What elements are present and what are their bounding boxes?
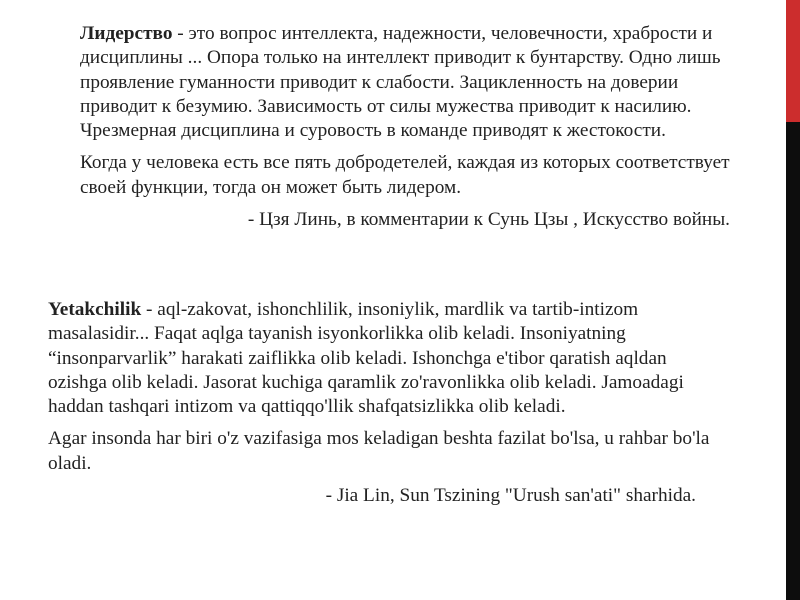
virtues-paragraph-uz: Agar insonda har biri o'z vazifasiga mos keladigan beshta fazilat bo'lsa, u rahbar bo'la oladi. (48, 428, 710, 474)
quote-block-russian (80, 22, 730, 240)
virtues-paragraph-ru: Когда у человека есть все пять добродетелей, каждая из которых соответствует своей функции, тогда он может быть лидером. (80, 152, 730, 198)
definition-paragraph-uz (48, 298, 718, 419)
accent-bar-black (786, 122, 800, 600)
term-uz: Yetakchilik (48, 299, 142, 320)
attribution-ru: - Цзя Линь, в комментарии к Сунь Цзы , Искусство войны. (247, 209, 730, 231)
definition-text-ru: - это вопрос интеллекта, надежности, человечности, храбрости и дисциплины ... Опора только на интеллект приводит к бунтарству. Одно лишь проявление гуманности приводит к слабости. Зацикленность на доверии приводит к безумию. Зависимость от силы мужества приводит к насилию. Чрезмерная дисциплина и суровость в команде приводят к жестокости. (80, 23, 721, 142)
accent-bar-red (786, 0, 800, 122)
quote-block-uzbek (48, 298, 718, 516)
attribution-uz: - Jia Lin, Sun Tszining "Urush san'ati" sharhida. (325, 485, 696, 507)
definition-text-uz: - aql-zakovat, ishonchlilik, insoniylik, mardlik va tartib-intizom masalasidir... Faqat aqlga tayanish isyonkorlikka olib keladi. Insoniyatning “insonparvarlik” harakati zaiflikka olib keladi. Ishonchga e'tibor qaratish aqldan ozishga olib keladi. Jasorat kuchiga qaramlik zo'ravonlikka olib keladi. Jamoadagi haddan tashqari intizom va qattiqqo'llik shafqatsizlikka olib keladi. (48, 299, 684, 418)
term-ru: Лидерство (80, 23, 173, 44)
definition-paragraph-ru (80, 22, 730, 143)
